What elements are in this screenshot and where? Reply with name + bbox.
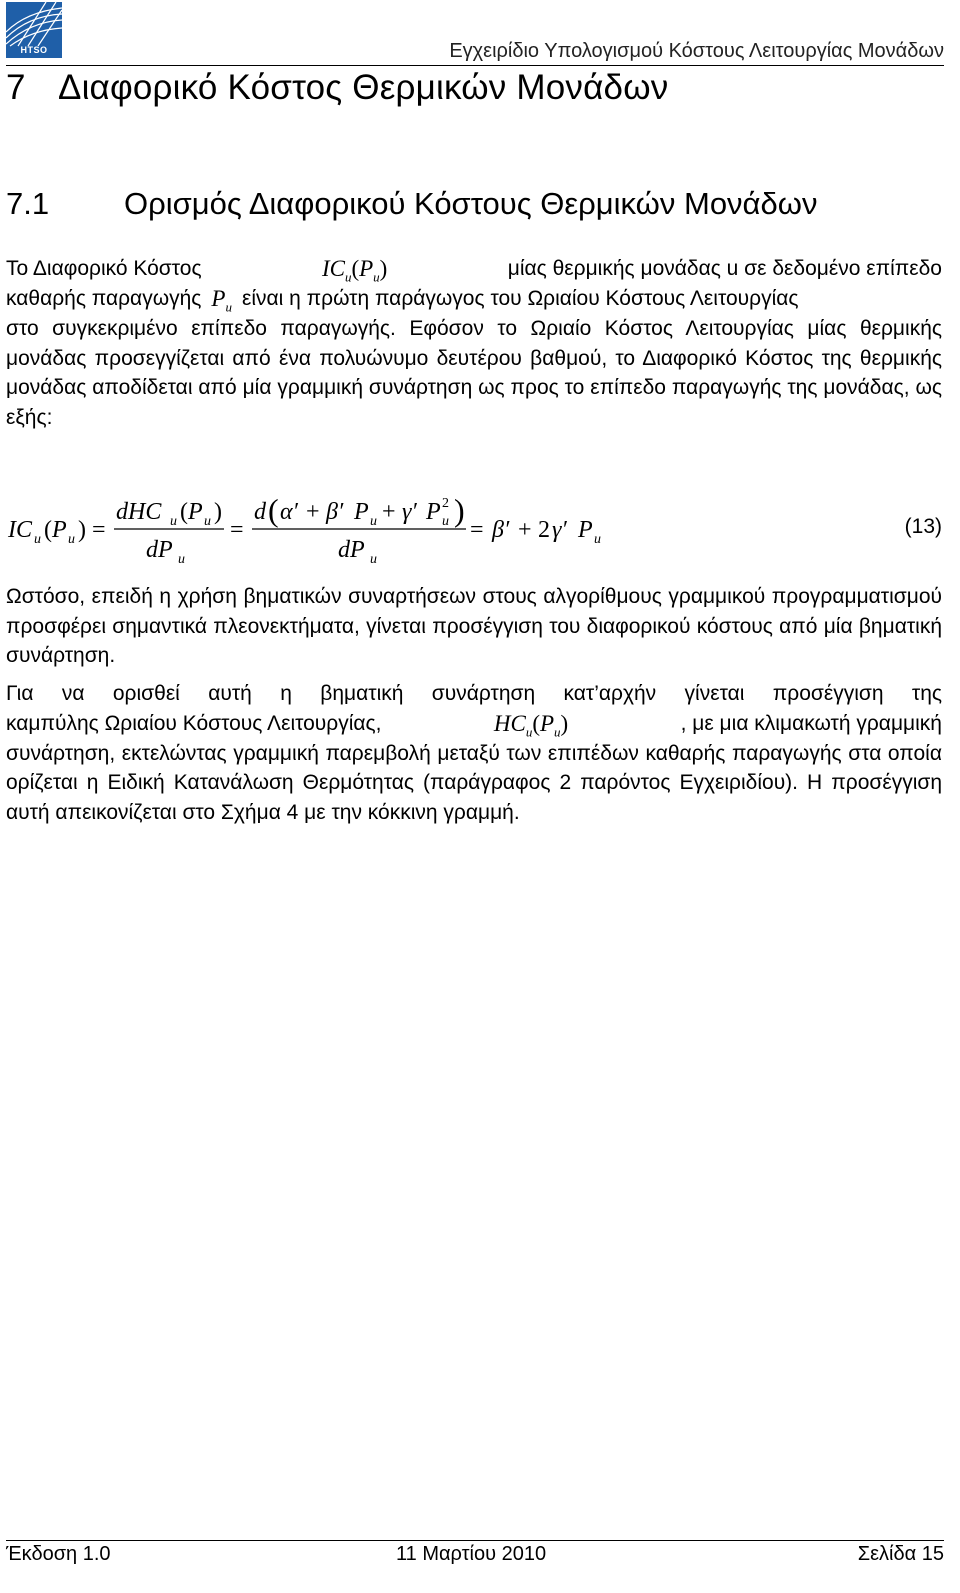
eq-frac1-numerator: dHC bbox=[116, 499, 162, 525]
svg-text:P: P bbox=[52, 517, 67, 543]
svg-text:+: + bbox=[306, 499, 320, 525]
svg-text:u: u bbox=[34, 532, 41, 547]
svg-text:γ′: γ′ bbox=[552, 517, 567, 543]
svg-text:u: u bbox=[370, 514, 377, 529]
svg-text:(: ( bbox=[268, 492, 279, 528]
section-heading bbox=[6, 186, 817, 222]
svg-text:): ) bbox=[454, 492, 465, 528]
svg-text:P: P bbox=[188, 499, 203, 525]
section-number: 7.1 bbox=[6, 186, 50, 221]
p1-line1-a: Το Διαφορικό Κόστος bbox=[6, 257, 202, 280]
svg-text:=: = bbox=[230, 517, 244, 543]
equation-svg bbox=[6, 485, 866, 575]
svg-text:): ) bbox=[214, 499, 222, 525]
svg-text:P: P bbox=[426, 499, 441, 525]
chapter-number: 7 bbox=[6, 68, 26, 107]
svg-text:α′: α′ bbox=[280, 499, 298, 525]
p3-line1: Για να ορισθεί αυτή η βηματική συνάρτηση κατ’αρχήν γίνεται προσέγγιση της bbox=[6, 682, 942, 705]
svg-text:u: u bbox=[170, 514, 177, 529]
p1-line1-b: μίας θερμικής μονάδας u σε δεδομένο επίπεδο bbox=[507, 257, 942, 280]
equation-13 bbox=[6, 485, 942, 575]
svg-text:u: u bbox=[594, 532, 601, 547]
p3-rest: συνάρτηση, εκτελώντας γραμμική παρεμβολή μεταξύ των επιπέδων καθαρής παραγωγής στα οποία ορίζεται η Ειδική Κατανάλωση Θερμότητας (παράγραφος 2 παρόντος Εγχειριδίου). Η προσέγγιση αυτή απεικονίζεται στο Σχήμα 4 με την κόκκινη γραμμή. bbox=[6, 741, 942, 824]
section-title: Ορισμός Διαφορικού Κόστους Θερμικών Μονάδων bbox=[124, 186, 818, 221]
svg-text:β′: β′ bbox=[326, 499, 344, 525]
svg-text:) =: ) = bbox=[78, 517, 106, 543]
svg-text:u: u bbox=[370, 552, 377, 567]
svg-text:P: P bbox=[354, 499, 369, 525]
svg-text:u: u bbox=[178, 552, 185, 567]
svg-text:u: u bbox=[442, 514, 449, 529]
svg-text:γ′: γ′ bbox=[402, 499, 417, 525]
p3-line2-a: καμπύλης Ωριαίου Κόστους Λειτουργίας, bbox=[6, 711, 382, 735]
paragraph-definition bbox=[6, 254, 942, 432]
p3-line2-b: , με μια κλιμακωτή γραμμική bbox=[680, 711, 942, 735]
paragraph-step-function: Ωστόσο, επειδή η χρήση βηματικών συναρτήσεων στους αλγορίθμους γραμμικού προγραμματισμού προσφέρει σημαντικά πλεονεκτήματα, γίνεται προσέγγιση του διαφορικού κόστους από μία βηματική συνάρτηση. bbox=[6, 585, 942, 667]
equation-number: (13) bbox=[904, 515, 942, 538]
hc-formula-inline: $HC_u(P_u)$ bbox=[493, 710, 569, 740]
svg-text:(: ( bbox=[180, 499, 188, 525]
svg-text:d: d bbox=[254, 499, 266, 525]
svg-text:β′: β′ bbox=[492, 517, 510, 543]
svg-text:+: + bbox=[518, 517, 532, 543]
pu-symbol-inline: $P_u$ bbox=[211, 286, 232, 315]
chapter-heading bbox=[6, 68, 668, 108]
footer-page: Σελίδα 15 bbox=[857, 1543, 944, 1565]
eq-frac1-denominator: dP bbox=[146, 537, 173, 563]
header-divider bbox=[6, 65, 944, 66]
ic-formula-inline: $IC_u(P_u)$ bbox=[321, 256, 388, 285]
svg-text:2: 2 bbox=[442, 496, 449, 511]
footer-edition: Έκδοση 1.0 bbox=[6, 1543, 111, 1565]
logo-text: HTSO bbox=[20, 45, 48, 55]
svg-text:=: = bbox=[470, 517, 484, 543]
chapter-title: Διαφορικό Κόστος Θερμικών Μονάδων bbox=[58, 68, 669, 107]
svg-text:u: u bbox=[204, 514, 211, 529]
svg-text:+: + bbox=[382, 499, 396, 525]
svg-text:(: ( bbox=[44, 517, 52, 543]
p1-line2-a: καθαρής παραγωγής bbox=[6, 287, 202, 310]
htso-logo bbox=[6, 2, 62, 58]
paragraph-approximation bbox=[6, 679, 942, 827]
svg-text:u: u bbox=[68, 532, 75, 547]
footer-date: 11 Μαρτίου 2010 bbox=[396, 1543, 547, 1565]
svg-text:2: 2 bbox=[538, 517, 550, 543]
p1-line2-b: είναι η πρώτη παράγωγος του Ωριαίου Κόστους Λειτουργίας bbox=[241, 287, 799, 310]
p1-rest: στο συγκεκριμένο επίπεδο παραγωγής. Εφόσον το Ωριαίο Κόστος Λειτουργίας μίας θερμικής μονάδας προσεγγίζεται από ένα πολυώνυμο δευτέρου βαθμού, το Διαφορικό Κόστος της θερμικής μονάδας αποδίδεται από μία γραμμική συνάρτηση ως προς το επίπεδο παραγωγής της μονάδας, ως εξής: bbox=[6, 317, 942, 429]
svg-text:P: P bbox=[578, 517, 593, 543]
manual-title: Εγχειρίδιο Υπολογισμού Κόστους Λειτουργίας Μονάδων bbox=[449, 40, 944, 62]
eq-frac2-denominator: dP bbox=[338, 537, 365, 563]
eq-lhs: IC bbox=[8, 517, 32, 543]
footer-divider bbox=[6, 1540, 944, 1541]
